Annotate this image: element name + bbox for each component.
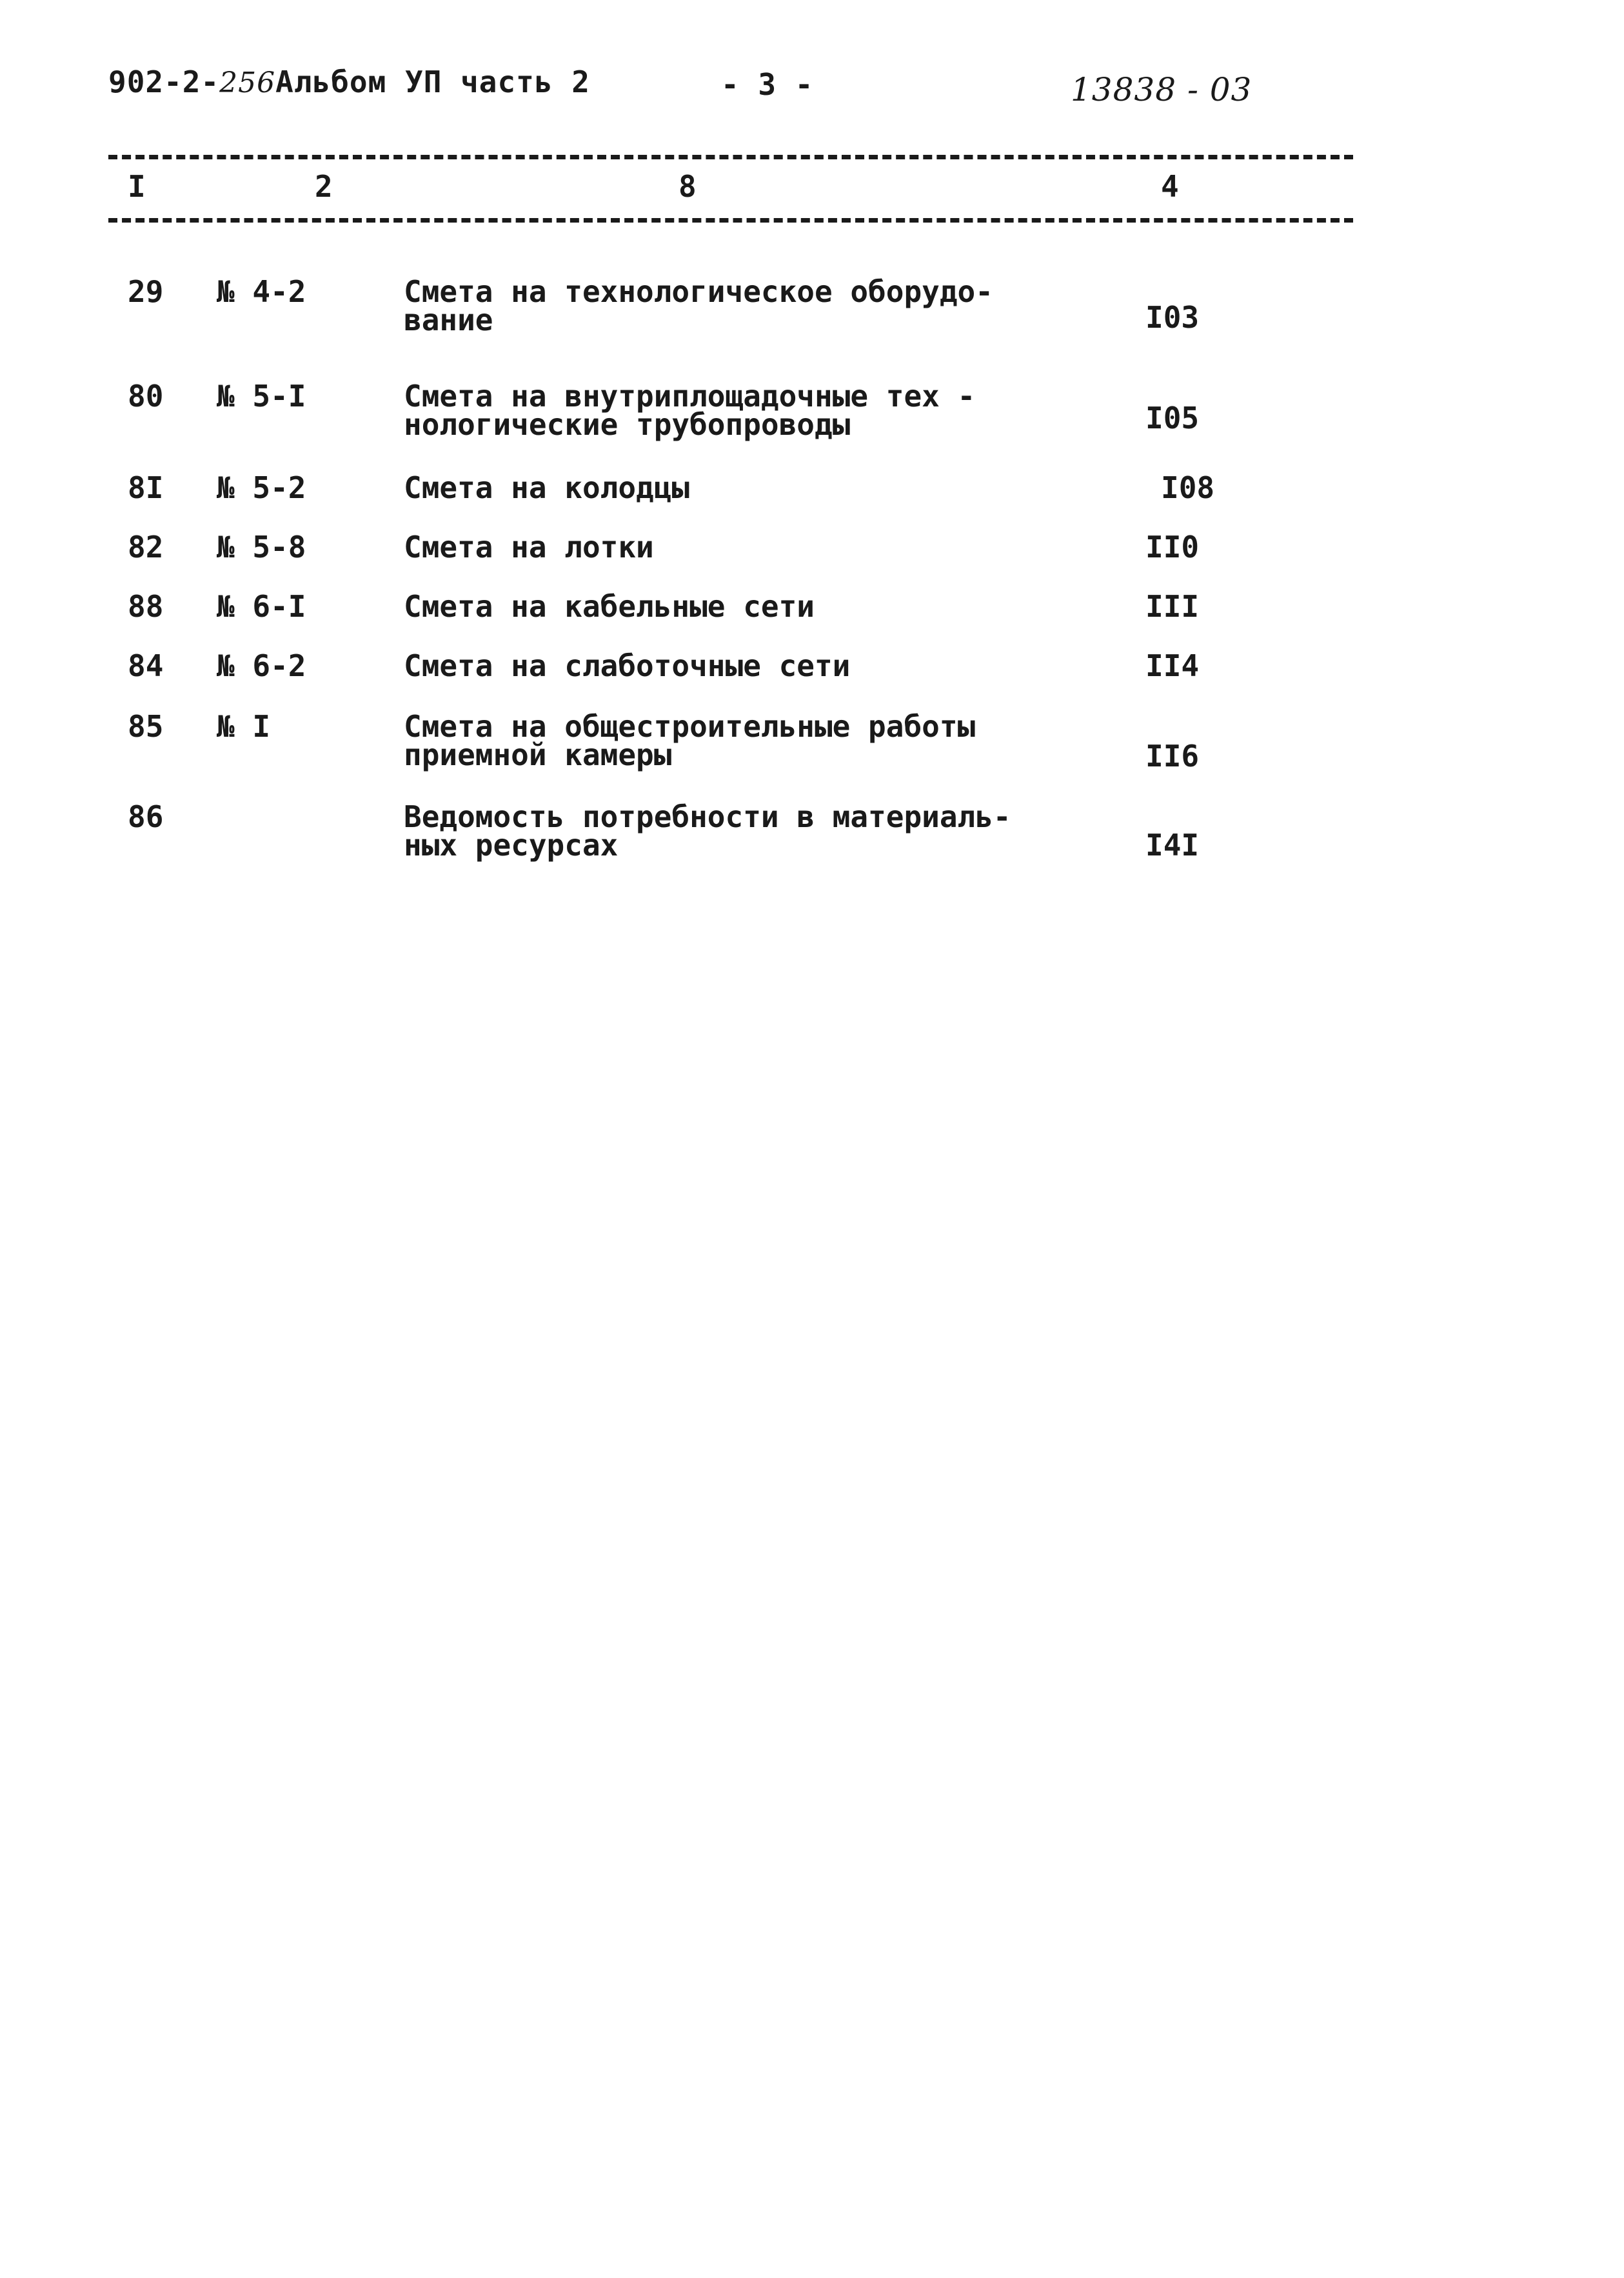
row-reference: № 5-8: [217, 530, 306, 565]
description-line: Ведомость потребности в материаль-: [404, 799, 1011, 834]
page-number: - 3 -: [721, 67, 814, 102]
table-top-rule: [108, 155, 1353, 159]
row-reference: № 6-2: [217, 648, 306, 683]
row-reference: № 4-2: [217, 274, 306, 309]
row-description: [404, 648, 851, 683]
description-line: Смета на колодцы: [404, 470, 690, 505]
document-code: [108, 65, 590, 99]
description-line: Смета на внутриплощадочные тех -: [404, 379, 976, 414]
table-header-rule: [108, 218, 1353, 223]
row-description: [404, 274, 993, 337]
column-header-1: I: [128, 169, 146, 204]
column-header-4: 4: [1161, 169, 1179, 204]
row-page: II6: [1145, 739, 1200, 774]
column-header-2: 2: [315, 169, 333, 204]
row-reference: № 6-I: [217, 589, 306, 624]
description-line: Смета на технологическое оборудо-: [404, 274, 993, 309]
album-part: Альбом УП часть 2: [275, 65, 590, 99]
description-line: Смета на общестроительные работы: [404, 709, 976, 744]
code-handwritten: 256: [219, 66, 276, 99]
row-description: [404, 470, 690, 505]
row-description: [404, 799, 1011, 863]
row-description: [404, 709, 976, 772]
inventory-number: 13838 - 03: [1071, 71, 1253, 108]
row-description: [404, 379, 976, 442]
row-number: 8I: [128, 470, 164, 505]
row-reference: № 5-2: [217, 470, 306, 505]
description-line: нологические трубопроводы: [404, 407, 851, 442]
description-line: Смета на лотки: [404, 530, 654, 565]
row-reference: № 5-I: [217, 379, 306, 414]
description-line: приемной камеры: [404, 737, 672, 772]
row-number: 88: [128, 589, 164, 624]
row-number: 86: [128, 799, 164, 834]
row-description: [404, 589, 815, 624]
row-page: I05: [1145, 401, 1200, 435]
row-number: 84: [128, 648, 164, 683]
row-number: 29: [128, 274, 164, 309]
description-line: Смета на кабельные сети: [404, 589, 815, 624]
row-page: I03: [1145, 300, 1200, 335]
row-page: I08: [1161, 470, 1215, 505]
description-line: Смета на слаботочные сети: [404, 648, 851, 683]
row-page: I4I: [1145, 828, 1200, 863]
code-prefix: 902-2-: [108, 65, 220, 99]
description-line: вание: [404, 303, 493, 337]
row-page: III: [1145, 589, 1200, 624]
column-header-3: 8: [678, 169, 697, 204]
row-page: II4: [1145, 648, 1200, 683]
row-description: [404, 530, 654, 565]
row-page: II0: [1145, 530, 1200, 565]
description-line: ных ресурсах: [404, 828, 619, 863]
row-number: 85: [128, 709, 164, 744]
row-number: 82: [128, 530, 164, 565]
row-number: 80: [128, 379, 164, 414]
row-reference: № I: [217, 709, 271, 744]
